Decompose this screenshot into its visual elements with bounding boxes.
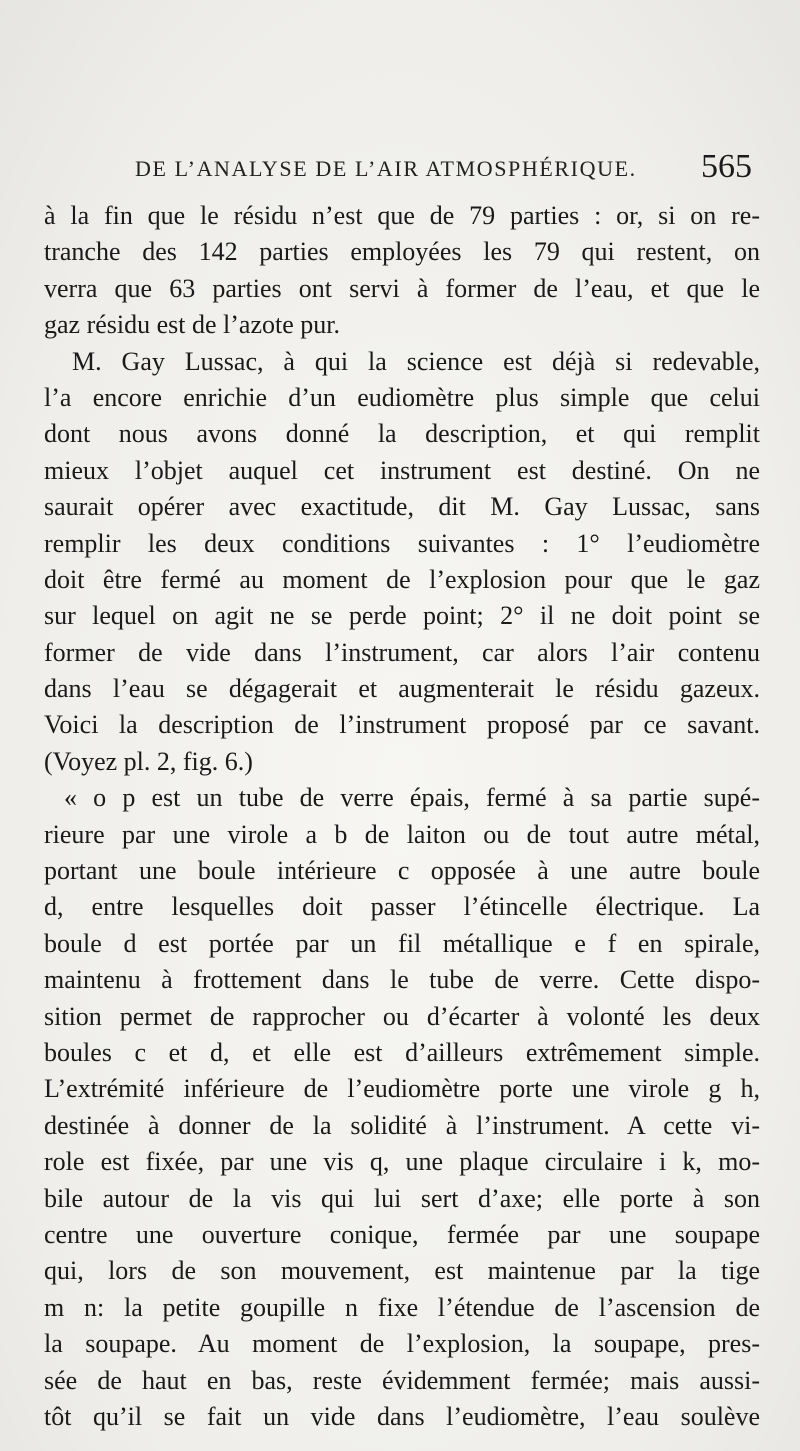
text-line: portant une boule intérieure c opposée à une autre boule — [44, 856, 760, 886]
text-line: L’extrémité inférieure de l’eudiomètre porte une virole g h, — [44, 1074, 760, 1104]
running-head: DE L’ANALYSE DE L’AIR ATMOSPHÉRIQUE. — [135, 156, 637, 181]
text-line: M. Gay Lussac, à qui la science est déjà si redevable, — [72, 346, 760, 376]
text-line: maintenu à frottement dans le tube de verre. Cette dispo- — [44, 965, 760, 995]
text-line: dans l’eau se dégagerait et augmenterait le résidu gazeux. — [44, 674, 760, 704]
text-line: verra que 63 parties ont servi à former de l’eau, et que le — [44, 273, 760, 303]
text-line: sition permet de rapprocher ou d’écarter à volonté les deux — [44, 1001, 760, 1031]
text-line: gaz résidu est de l’azote pur. — [44, 310, 340, 340]
page-number: 565 — [701, 148, 752, 185]
text-line: remplir les deux conditions suivantes : 1° l’eudiomètre — [44, 528, 760, 558]
text-line: (Voyez pl. 2, fig. 6.) — [44, 746, 253, 776]
text-line: sée de haut en bas, reste évidemment fermée; mais aussi- — [44, 1365, 760, 1395]
text-line: centre une ouverture conique, fermée par une soupape — [44, 1219, 760, 1249]
text-line: rieure par une virole a b de laiton ou de tout autre métal, — [44, 819, 760, 849]
page-header — [40, 148, 758, 188]
text-line: la soupape. Au moment de l’explosion, la soupape, pres- — [44, 1329, 760, 1359]
text-line: à la fin que le résidu n’est que de 79 parties : or, si on re- — [44, 201, 760, 230]
text-line: m n: la petite goupille n fixe l’étendue de l’ascension de — [44, 1292, 760, 1322]
text-line: tôt qu’il se fait un vide dans l’eudiomètre, l’eau soulève — [44, 1401, 760, 1431]
text-line: mieux l’objet auquel cet instrument est destiné. On ne — [44, 455, 760, 485]
text-line: Voici la description de l’instrument proposé par ce savant. — [44, 710, 760, 740]
text-line: former de vide dans l’instrument, car alors l’air contenu — [44, 637, 760, 667]
text-line: saurait opérer avec exactitude, dit M. Gay Lussac, sans — [44, 492, 760, 522]
body-text — [44, 198, 760, 1435]
text-line: d, entre lesquelles doit passer l’étincelle électrique. La — [44, 892, 760, 922]
text-line: boules c et d, et elle est d’ailleurs extrêmement simple. — [44, 1037, 760, 1067]
text-line: sur lequel on agit ne se perde point; 2° il ne doit point se — [44, 601, 760, 631]
text-line: tranche des 142 parties employées les 79 qui restent, on — [44, 237, 760, 267]
text-line: destinée à donner de la solidité à l’instrument. A cette vi- — [44, 1110, 760, 1140]
text-line: qui, lors de son mouvement, est maintenue par la tige — [44, 1256, 760, 1286]
text-line: « o p est un tube de verre épais, fermé à sa partie supé- — [64, 783, 760, 813]
text-line: l’a encore enrichie d’un eudiomètre plus simple que celui — [44, 382, 760, 412]
text-line: doit être fermé au moment de l’explosion pour que le gaz — [44, 564, 760, 594]
text-line: bile autour de la vis qui lui sert d’axe; elle porte à son — [44, 1183, 760, 1213]
text-line: dont nous avons donné la description, et qui remplit — [44, 419, 760, 449]
text-line: role est fixée, par une vis q, une plaque circulaire i k, mo- — [44, 1147, 760, 1177]
text-line: boule d est portée par un fil métallique e f en spirale, — [44, 928, 760, 958]
